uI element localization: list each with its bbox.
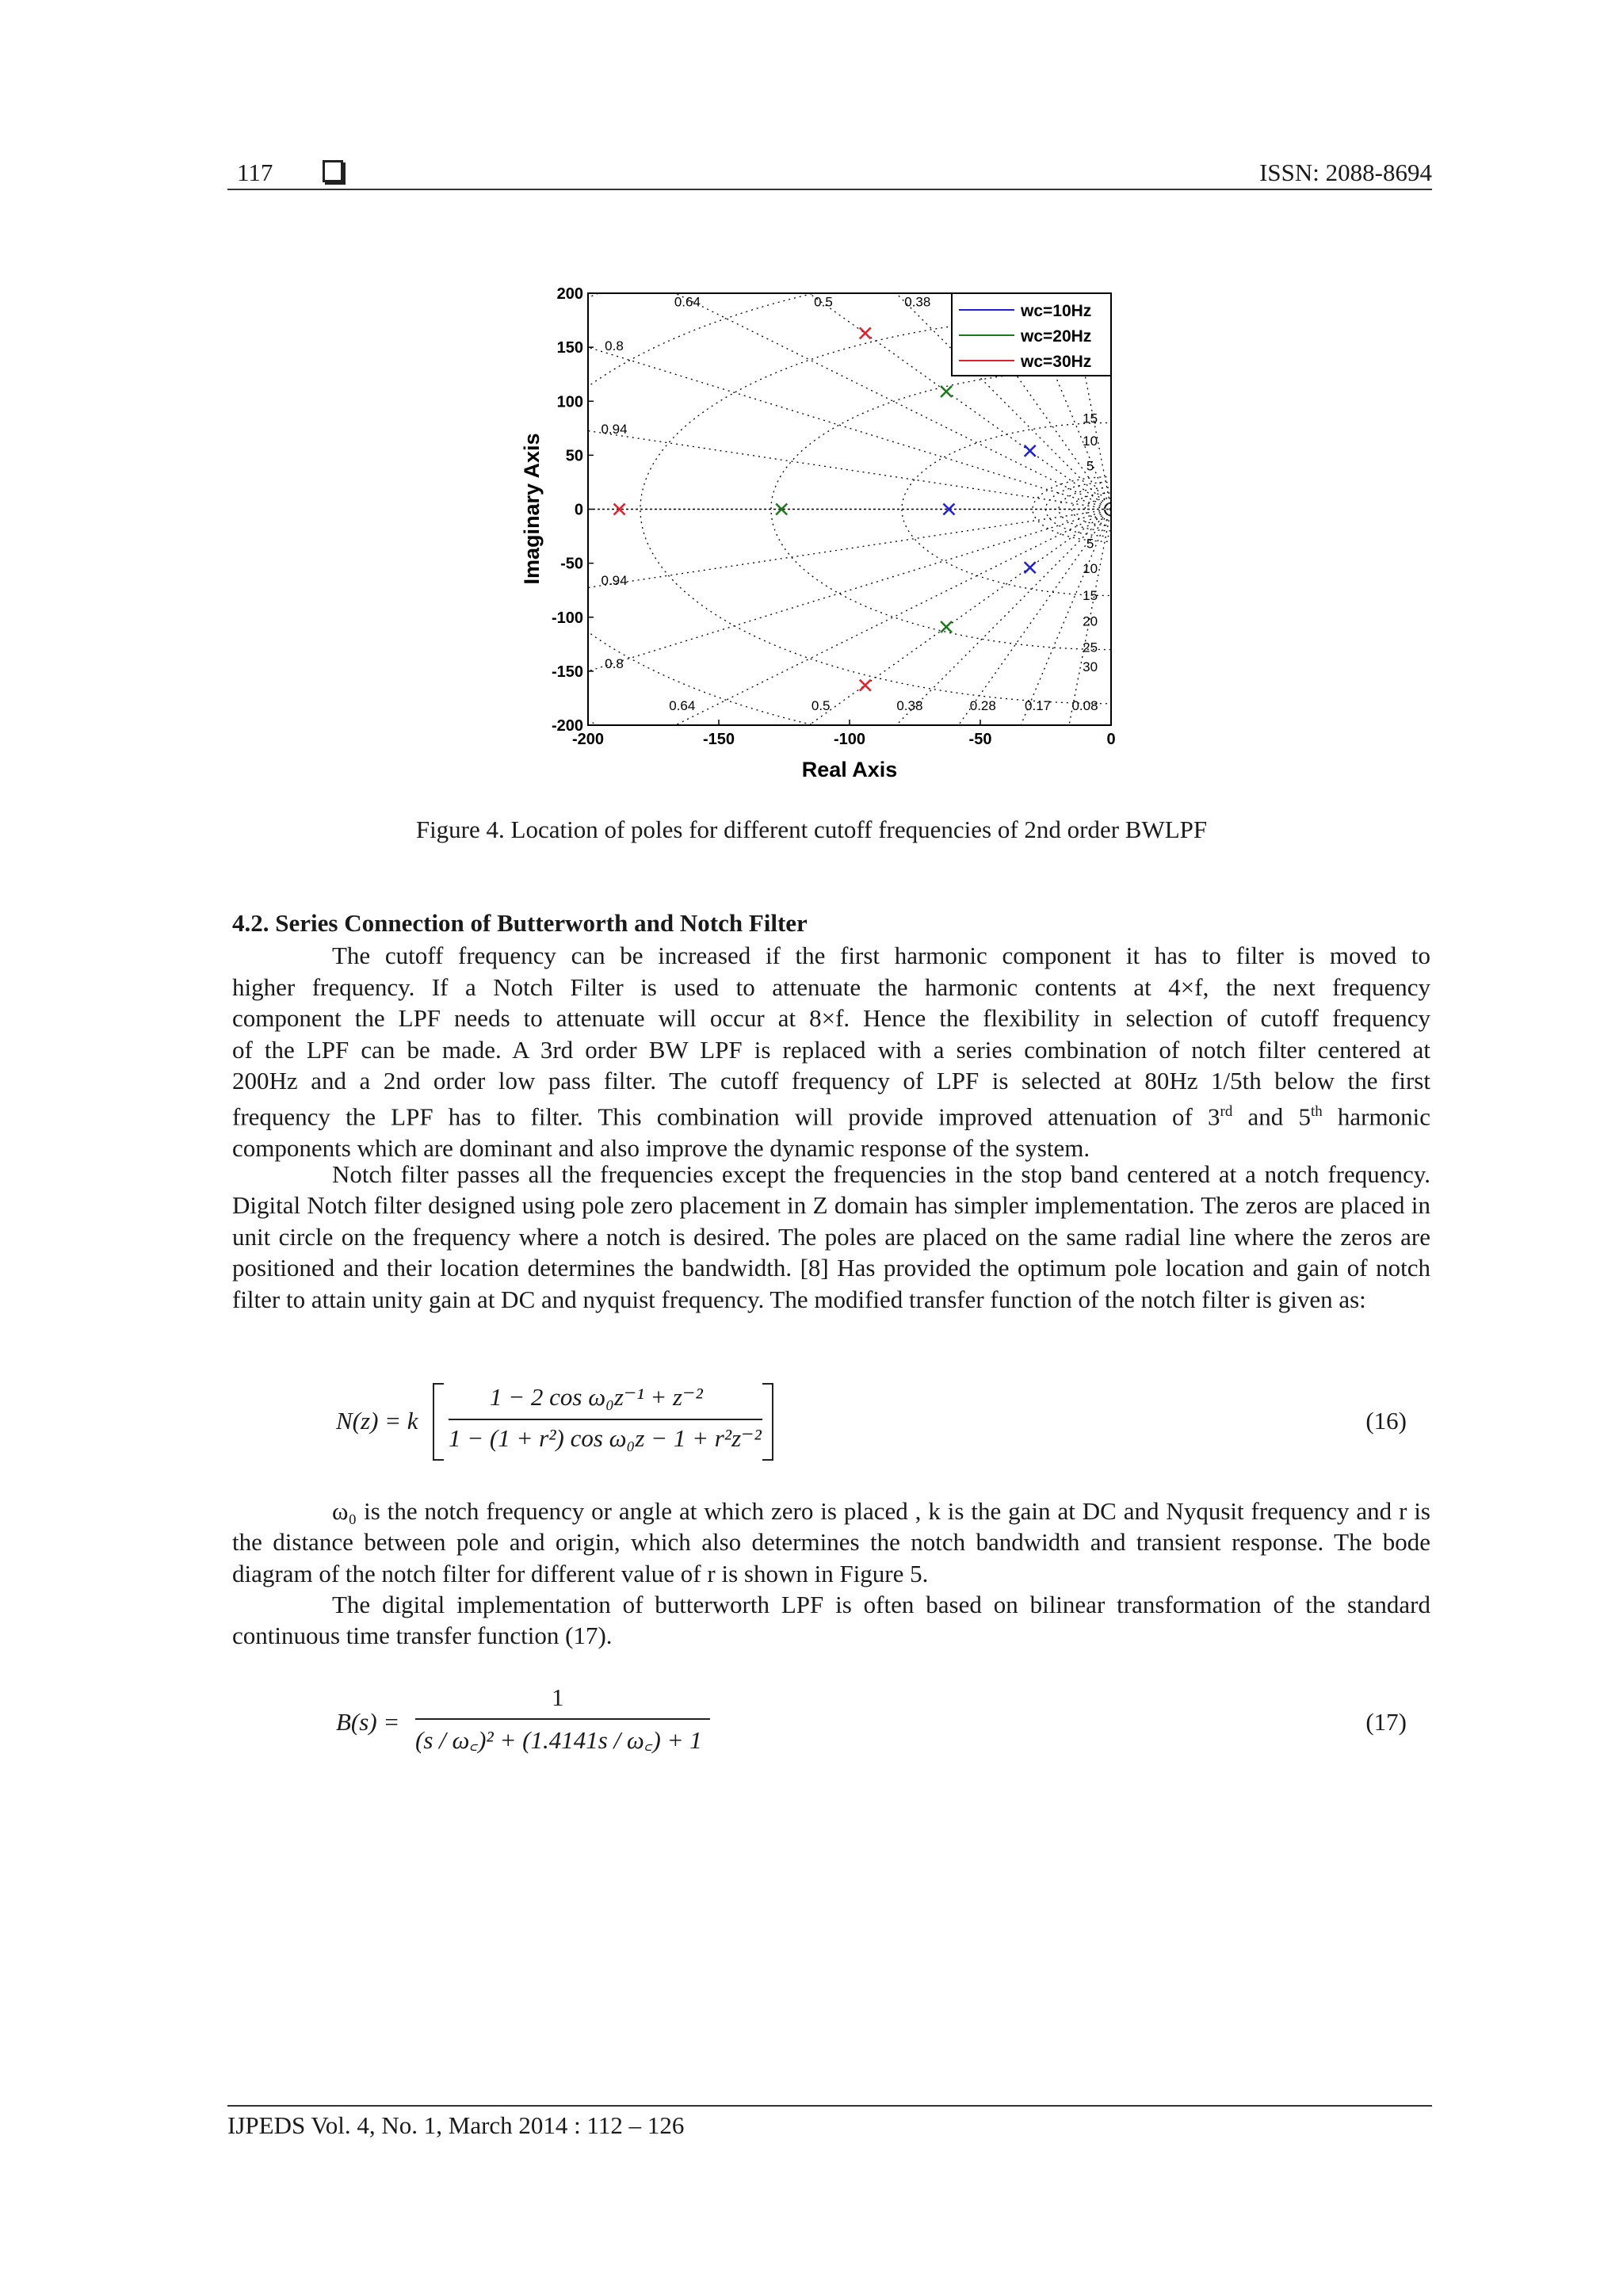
x-tick-label: -150 xyxy=(702,731,735,748)
damping-label-left: 0.8 xyxy=(605,655,624,671)
paragraph-4 xyxy=(232,1589,1430,1652)
damping-label-bottom: 0.5 xyxy=(811,697,831,713)
eq16-bracket-right xyxy=(762,1383,773,1461)
paragraph-3 xyxy=(232,1496,1430,1589)
x-tick-label: -50 xyxy=(968,731,992,748)
y-axis-label: Imaginary Axis xyxy=(520,433,544,585)
frequency-label-right: 15 xyxy=(1083,411,1098,426)
frequency-label-right: 10 xyxy=(1083,560,1098,576)
para2-text: Notch filter passes all the frequencies except the frequencies in the stop band centered at a notch frequency. Digital Notch filter designed using pole zero placement in Z domain has simpler implementation. The zeros are placed in unit circle on the frequency where a notch is desired. The poles are placed on the same radial line where the zeros are positioned and their location determines the bandwidth. [8] Has provided the optimum pole location and gain of notch filter to attain unity gain at DC and nyquist frequency. The modified transfer function of the notch filter is given as: xyxy=(232,1160,1430,1313)
page-footer: IJPEDS Vol. 4, No. 1, March 2014 : 112 – 126 xyxy=(227,2105,1432,2140)
y-tick-label: 150 xyxy=(556,339,583,357)
y-tick-label: -50 xyxy=(560,555,583,573)
figure-caption: Figure 4. Location of poles for different cutoff frequencies of 2nd order BWLPF xyxy=(415,816,1208,843)
y-tick-label: -100 xyxy=(551,609,583,627)
damping-label-top: 0.64 xyxy=(674,294,701,310)
y-tick-label: 100 xyxy=(556,393,583,411)
eq17-numerator: 1 xyxy=(552,1683,564,1711)
damping-label-left: 0.94 xyxy=(601,572,628,588)
y-tick-label: -150 xyxy=(551,663,583,681)
frequency-label-right: 25 xyxy=(1083,640,1098,655)
y-tick-label: 200 xyxy=(556,285,583,303)
x-axis-label: Real Axis xyxy=(801,758,898,781)
y-tick-label: -200 xyxy=(551,717,583,735)
section-heading: 4.2. Series Connection of Butterworth and Notch Filter xyxy=(232,909,808,937)
eq16-bracket-left xyxy=(433,1383,444,1461)
legend-label-20hz: wc=20Hz xyxy=(1021,327,1092,346)
para1-line-4: of the LPF can be made. A 3rd order BW LPF is replaced with a series combination of notch filter centered at xyxy=(232,1035,1430,1064)
eq16-numerator: 1 − 2 cos ω₀z⁻¹ + z⁻² xyxy=(490,1383,703,1411)
frequency-label-right: 5 xyxy=(1086,536,1094,552)
eq17-denominator: (s / ω꜀)² + (1.4141s / ω꜀) + 1 xyxy=(415,1726,702,1754)
damping-label-bottom: 0.08 xyxy=(1071,697,1098,713)
damping-label-left: 0.94 xyxy=(601,422,628,437)
para1-line-7: components which are dominant and also improve the dynamic response of the system. xyxy=(232,1134,1090,1163)
frequency-label-right: 5 xyxy=(1086,458,1094,474)
eq16-number: (16) xyxy=(1365,1407,1407,1435)
para4-text: The digital implementation of butterworth LPF is often based on bilinear transformation of the standard continuous time transfer function (17). xyxy=(232,1591,1430,1650)
damping-label-left: 0.8 xyxy=(605,338,624,354)
damping-label-top: 0.5 xyxy=(814,294,833,310)
para1-line-6: frequency the LPF has to filter. This combination will provide improved attenuation of 3rd and 5th harmonic xyxy=(232,1102,1430,1131)
eq17-number: (17) xyxy=(1365,1708,1407,1736)
square-bullet-icon xyxy=(323,160,343,182)
eq17-fraction-bar xyxy=(415,1718,710,1720)
damping-label-bottom: 0.17 xyxy=(1025,697,1052,713)
eq17-lhs: B(s) = xyxy=(336,1708,400,1736)
equation-16 xyxy=(0,1383,1623,1462)
legend-label-10hz: wc=10Hz xyxy=(1021,302,1092,320)
frequency-label-right: 10 xyxy=(1083,434,1098,449)
equation-17 xyxy=(0,1683,1623,1759)
paragraph-2 xyxy=(232,1159,1430,1315)
frequency-label-right: 20 xyxy=(1083,613,1098,629)
x-tick-label: -100 xyxy=(833,731,866,748)
para1-line-5: 200Hz and a 2nd order low pass filter. The cutoff frequency of LPF is selected at 80Hz 1/5th below the first xyxy=(232,1067,1430,1095)
damping-label-bottom: 0.64 xyxy=(669,697,696,713)
x-tick-label: -200 xyxy=(571,731,605,748)
page-number: 117 xyxy=(237,159,273,186)
y-tick-label: 0 xyxy=(574,501,583,519)
eq16-denominator: 1 − (1 + r²) cos ω₀z − 1 + r²z⁻² xyxy=(449,1424,762,1452)
y-tick-label: 50 xyxy=(565,447,583,465)
damping-label-bottom: 0.28 xyxy=(969,697,996,713)
page-header xyxy=(227,152,1432,190)
paragraph-1 xyxy=(232,909,1430,1164)
eq16-lhs: N(z) = k xyxy=(336,1407,418,1435)
legend xyxy=(952,293,1111,376)
x-tick-label: 0 xyxy=(1106,731,1116,748)
para3-text: ω₀ is the notch frequency or angle at which zero is placed , k is the gain at DC and Nyqusit frequency and r is the distance between pole and origin, which also determines the notch bandwidth and transient response. The bode diagram of the notch filter for different value of r is shown in Figure 5. xyxy=(232,1497,1430,1587)
damping-label-bottom: 0.38 xyxy=(896,697,923,713)
para1-line-3: component the LPF needs to attenuate will occur at 8×f. Hence the flexibility in selection of cutoff frequency xyxy=(232,1004,1430,1033)
legend-label-30hz: wc=30Hz xyxy=(1021,353,1092,371)
frequency-label-right: 15 xyxy=(1083,587,1098,603)
pole-zero-chart xyxy=(507,277,1133,793)
frequency-label-right: 30 xyxy=(1083,659,1098,674)
para1-line-1: The cutoff frequency can be increased if the first harmonic component it has to filter is moved to xyxy=(332,942,1430,970)
eq16-fraction-bar xyxy=(449,1419,762,1420)
issn: ISSN: 2088-8694 xyxy=(1259,159,1432,186)
para1-line-2: higher frequency. If a Notch Filter is used to attenuate the harmonic contents at 4×f, the next frequency xyxy=(232,972,1430,1001)
damping-label-top: 0.38 xyxy=(904,294,931,310)
